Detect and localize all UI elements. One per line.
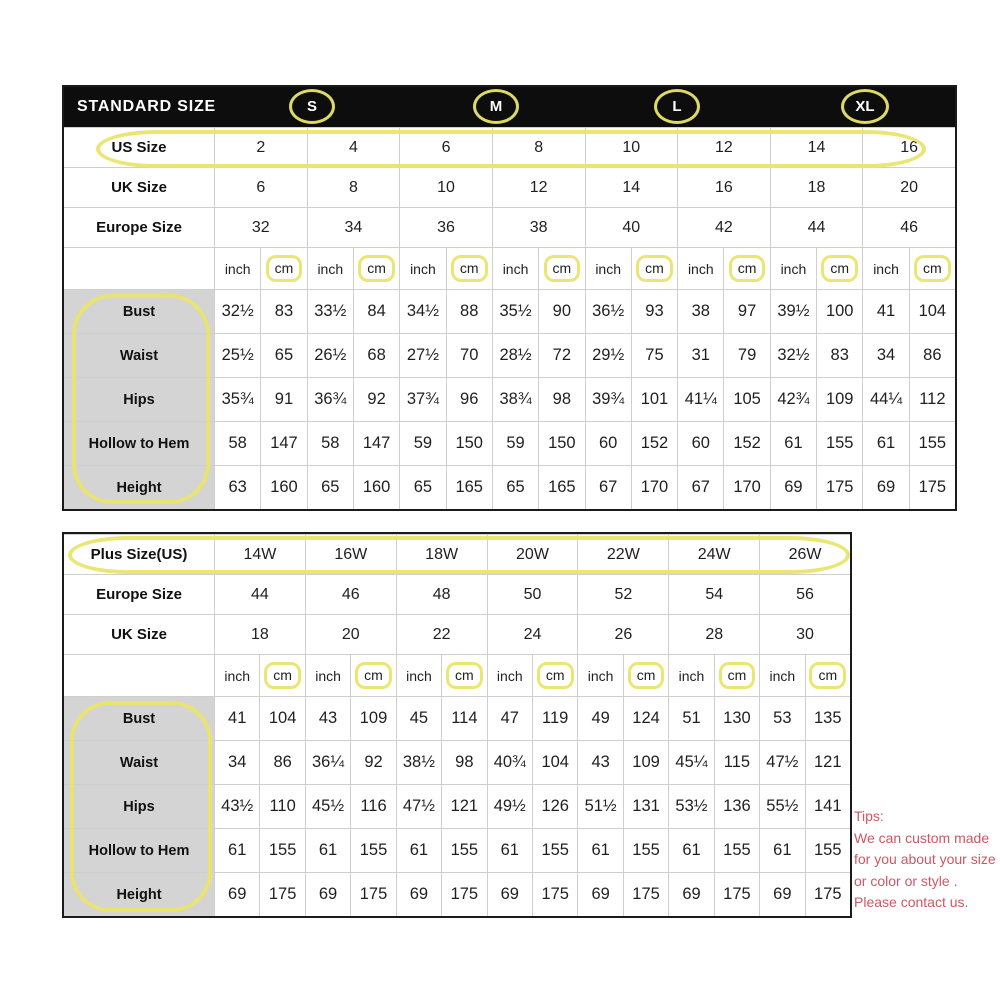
measure-value-cell: 53 — [759, 696, 804, 740]
size-value-cell: 40 — [585, 207, 678, 247]
size-value-cell: 20W — [487, 534, 578, 574]
measure-value-cell: 155 — [623, 828, 668, 872]
measure-value-cell: 83 — [816, 333, 862, 377]
measure-value-cell: 70 — [446, 333, 492, 377]
measure-value-cell: 150 — [538, 421, 584, 465]
measure-value-cell: 104 — [259, 696, 304, 740]
measure-value-cell: 47½ — [759, 740, 804, 784]
measure-value-cell: 36½ — [585, 289, 631, 333]
measure-value-cell: 65 — [260, 333, 306, 377]
measure-value-cell: 92 — [353, 377, 399, 421]
inch-unit-cell: inch — [677, 247, 723, 289]
row-label: Hips — [64, 377, 214, 421]
measure-value-cell: 152 — [631, 421, 677, 465]
row-label: Bust — [64, 696, 214, 740]
plus-table-body — [64, 534, 850, 916]
measure-value-cell: 104 — [532, 740, 577, 784]
measure-value-cell: 43½ — [214, 784, 259, 828]
size-value-cell: 6 — [399, 127, 492, 167]
measure-value-cell: 121 — [805, 740, 850, 784]
plus-size-table — [62, 532, 852, 918]
measure-value-cell: 92 — [350, 740, 395, 784]
measure-value-cell: 147 — [353, 421, 399, 465]
size-value-cell: 44 — [770, 207, 863, 247]
measure-value-cell: 42¾ — [770, 377, 816, 421]
measure-value-cell: 28½ — [492, 333, 538, 377]
measure-value-cell: 155 — [441, 828, 486, 872]
measure-value-cell: 86 — [909, 333, 955, 377]
measure-value-cell: 110 — [259, 784, 304, 828]
table-row — [64, 574, 850, 614]
table-row — [64, 207, 955, 247]
table-row — [64, 534, 850, 574]
measure-value-cell: 41 — [862, 289, 908, 333]
standard-size-title: STANDARD SIZE — [77, 98, 216, 115]
size-value-cell: 28 — [668, 614, 759, 654]
measure-value-cell: 170 — [631, 465, 677, 509]
measure-value-cell: 69 — [214, 872, 259, 916]
tips-line: or color or style . — [854, 872, 958, 889]
measure-value-cell: 90 — [538, 289, 584, 333]
row-label: Waist — [64, 333, 214, 377]
measure-value-cell: 69 — [862, 465, 908, 509]
measure-value-cell: 98 — [538, 377, 584, 421]
measure-value-cell: 58 — [307, 421, 353, 465]
size-value-cell: 36 — [399, 207, 492, 247]
measure-value-cell: 101 — [631, 377, 677, 421]
row-label: UK Size — [64, 167, 214, 207]
inch-unit-cell: inch — [487, 654, 532, 696]
measure-value-cell: 109 — [623, 740, 668, 784]
measure-value-cell: 36¾ — [307, 377, 353, 421]
measure-value-cell: 32½ — [770, 333, 816, 377]
size-value-cell: 6 — [214, 167, 307, 207]
cm-unit-cell — [350, 654, 395, 696]
measure-value-cell: 60 — [585, 421, 631, 465]
annotation-cm-highlight: cm — [446, 662, 483, 689]
row-label: Hips — [64, 784, 214, 828]
measure-value-cell: 40¾ — [487, 740, 532, 784]
tips-title: Tips: — [854, 808, 884, 824]
inch-unit-cell: inch — [577, 654, 622, 696]
size-value-cell: 12 — [492, 167, 585, 207]
size-value-cell: 26W — [759, 534, 850, 574]
inch-unit-cell: inch — [305, 654, 350, 696]
annotation-cm-highlight: cm — [821, 255, 858, 282]
measure-value-cell: 88 — [446, 289, 492, 333]
size-value-cell: 38 — [492, 207, 585, 247]
measure-value-cell: 93 — [631, 289, 677, 333]
inch-unit-cell: inch — [214, 654, 259, 696]
annotation-cm-highlight: cm — [809, 662, 846, 689]
measure-value-cell: 32½ — [214, 289, 260, 333]
row-label: Europe Size — [64, 207, 214, 247]
size-group-s-label: S — [306, 98, 317, 115]
table-row — [64, 377, 955, 421]
measure-value-cell: 41 — [214, 696, 259, 740]
inch-unit-cell: inch — [307, 247, 353, 289]
cm-unit-cell — [714, 654, 759, 696]
measure-value-cell: 47 — [487, 696, 532, 740]
row-label: Plus Size(US) — [64, 534, 214, 574]
measure-value-cell: 58 — [214, 421, 260, 465]
measure-value-cell: 35¾ — [214, 377, 260, 421]
size-value-cell: 14W — [214, 534, 305, 574]
cm-unit-cell — [723, 247, 769, 289]
measure-value-cell: 61 — [487, 828, 532, 872]
measure-value-cell: 69 — [770, 465, 816, 509]
cm-unit-cell — [631, 247, 677, 289]
tips-line: We can custom made — [854, 829, 990, 846]
inch-unit-cell: inch — [214, 247, 260, 289]
measure-value-cell: 61 — [305, 828, 350, 872]
measure-value-cell: 37¾ — [399, 377, 445, 421]
measure-value-cell: 61 — [214, 828, 259, 872]
measure-value-cell: 147 — [260, 421, 306, 465]
row-label: Hollow to Hem — [64, 421, 214, 465]
measure-value-cell: 112 — [909, 377, 955, 421]
measure-value-cell: 38 — [677, 289, 723, 333]
measure-value-cell: 109 — [816, 377, 862, 421]
measure-value-cell: 33½ — [307, 289, 353, 333]
annotation-cm-highlight: cm — [636, 255, 673, 282]
size-value-cell: 16 — [677, 167, 770, 207]
size-value-cell: 14 — [585, 167, 678, 207]
unit-row — [64, 654, 850, 696]
size-value-cell: 44 — [214, 574, 305, 614]
measure-value-cell: 45 — [396, 696, 441, 740]
size-value-cell: 54 — [668, 574, 759, 614]
annotation-cm-highlight: cm — [451, 255, 488, 282]
size-value-cell: 8 — [492, 127, 585, 167]
annotation-cm-highlight: cm — [914, 255, 951, 282]
size-value-cell: 42 — [677, 207, 770, 247]
measure-value-cell: 61 — [577, 828, 622, 872]
measure-value-cell: 175 — [441, 872, 486, 916]
measure-value-cell: 34 — [214, 740, 259, 784]
size-group-m-ellipse — [473, 89, 519, 124]
measure-value-cell: 124 — [623, 696, 668, 740]
measure-value-cell: 83 — [260, 289, 306, 333]
tips-line: Please contact us. — [854, 894, 969, 910]
table-row — [64, 421, 955, 465]
size-value-cell: 34 — [307, 207, 400, 247]
size-value-cell: 16 — [862, 127, 955, 167]
size-value-cell: 10 — [585, 127, 678, 167]
measure-value-cell: 45½ — [305, 784, 350, 828]
size-value-cell: 16W — [305, 534, 396, 574]
measure-value-cell: 65 — [492, 465, 538, 509]
measure-value-cell: 67 — [585, 465, 631, 509]
size-value-cell: 22 — [396, 614, 487, 654]
measure-value-cell: 25½ — [214, 333, 260, 377]
measure-value-cell: 152 — [723, 421, 769, 465]
measure-value-cell: 41¼ — [677, 377, 723, 421]
row-label — [64, 247, 214, 289]
measure-value-cell: 43 — [577, 740, 622, 784]
cm-unit-cell — [260, 247, 306, 289]
size-value-cell: 56 — [759, 574, 850, 614]
table-row — [64, 872, 850, 916]
inch-unit-cell: inch — [668, 654, 713, 696]
measure-value-cell: 72 — [538, 333, 584, 377]
measure-value-cell: 69 — [396, 872, 441, 916]
measure-value-cell: 65 — [307, 465, 353, 509]
table-row — [64, 614, 850, 654]
measure-value-cell: 175 — [350, 872, 395, 916]
size-value-cell: 10 — [399, 167, 492, 207]
measure-value-cell: 170 — [723, 465, 769, 509]
measure-value-cell: 96 — [446, 377, 492, 421]
annotation-cm-highlight: cm — [266, 255, 303, 282]
table-row — [64, 127, 955, 167]
measure-value-cell: 51½ — [577, 784, 622, 828]
size-value-cell: 8 — [307, 167, 400, 207]
measure-value-cell: 121 — [441, 784, 486, 828]
size-value-cell: 24W — [668, 534, 759, 574]
measure-value-cell: 39½ — [770, 289, 816, 333]
measure-value-cell: 38¾ — [492, 377, 538, 421]
measure-value-cell: 104 — [909, 289, 955, 333]
measure-value-cell: 109 — [350, 696, 395, 740]
size-value-cell: 20 — [862, 167, 955, 207]
measure-value-cell: 116 — [350, 784, 395, 828]
measure-value-cell: 69 — [487, 872, 532, 916]
cm-unit-cell — [538, 247, 584, 289]
measure-value-cell: 175 — [623, 872, 668, 916]
measure-value-cell: 68 — [353, 333, 399, 377]
cm-unit-cell — [259, 654, 304, 696]
annotation-cm-highlight: cm — [537, 662, 574, 689]
measure-value-cell: 67 — [677, 465, 723, 509]
measure-value-cell: 165 — [446, 465, 492, 509]
measure-value-cell: 60 — [677, 421, 723, 465]
size-value-cell: 30 — [759, 614, 850, 654]
measure-value-cell: 175 — [805, 872, 850, 916]
table-row — [64, 465, 955, 509]
row-label: Bust — [64, 289, 214, 333]
annotation-cm-highlight: cm — [628, 662, 665, 689]
measure-value-cell: 75 — [631, 333, 677, 377]
measure-value-cell: 160 — [353, 465, 399, 509]
inch-unit-cell: inch — [585, 247, 631, 289]
inch-unit-cell: inch — [492, 247, 538, 289]
measure-value-cell: 175 — [259, 872, 304, 916]
measure-value-cell: 155 — [714, 828, 759, 872]
size-value-cell: 46 — [305, 574, 396, 614]
measure-value-cell: 31 — [677, 333, 723, 377]
size-value-cell: 18W — [396, 534, 487, 574]
measure-value-cell: 36¼ — [305, 740, 350, 784]
size-group-xl-ellipse — [841, 89, 889, 124]
measure-value-cell: 61 — [396, 828, 441, 872]
inch-unit-cell: inch — [862, 247, 908, 289]
measure-value-cell: 35½ — [492, 289, 538, 333]
measure-value-cell: 49½ — [487, 784, 532, 828]
size-value-cell: 18 — [214, 614, 305, 654]
size-value-cell: 48 — [396, 574, 487, 614]
measure-value-cell: 105 — [723, 377, 769, 421]
annotation-cm-highlight: cm — [719, 662, 756, 689]
measure-value-cell: 61 — [862, 421, 908, 465]
measure-value-cell: 43 — [305, 696, 350, 740]
measure-value-cell: 44¼ — [862, 377, 908, 421]
measure-value-cell: 135 — [805, 696, 850, 740]
size-value-cell: 32 — [214, 207, 307, 247]
row-label: US Size — [64, 127, 214, 167]
measure-value-cell: 49 — [577, 696, 622, 740]
measure-value-cell: 114 — [441, 696, 486, 740]
measure-value-cell: 34 — [862, 333, 908, 377]
row-label: Europe Size — [64, 574, 214, 614]
size-group-s-ellipse — [289, 89, 335, 124]
table-row — [64, 784, 850, 828]
cm-unit-cell — [353, 247, 399, 289]
inch-unit-cell: inch — [759, 654, 804, 696]
measure-value-cell: 53½ — [668, 784, 713, 828]
measure-value-cell: 141 — [805, 784, 850, 828]
size-value-cell: 12 — [677, 127, 770, 167]
measure-value-cell: 130 — [714, 696, 759, 740]
annotation-cm-highlight: cm — [544, 255, 581, 282]
cm-unit-cell — [623, 654, 668, 696]
cm-unit-cell — [532, 654, 577, 696]
measure-value-cell: 126 — [532, 784, 577, 828]
measure-value-cell: 38½ — [396, 740, 441, 784]
row-label: Waist — [64, 740, 214, 784]
measure-value-cell: 155 — [909, 421, 955, 465]
measure-value-cell: 61 — [668, 828, 713, 872]
measure-value-cell: 63 — [214, 465, 260, 509]
measure-value-cell: 55½ — [759, 784, 804, 828]
annotation-cm-highlight: cm — [264, 662, 301, 689]
measure-value-cell: 26½ — [307, 333, 353, 377]
annotation-cm-highlight: cm — [358, 255, 395, 282]
cm-unit-cell — [441, 654, 486, 696]
size-value-cell: 52 — [577, 574, 668, 614]
custom-order-tips — [854, 806, 1000, 914]
size-group-xl-label: XL — [855, 98, 875, 115]
measure-value-cell: 115 — [714, 740, 759, 784]
standard-size-header — [64, 87, 955, 127]
size-group-l-ellipse — [654, 89, 700, 124]
row-label: Hollow to Hem — [64, 828, 214, 872]
measure-value-cell: 150 — [446, 421, 492, 465]
measure-value-cell: 175 — [816, 465, 862, 509]
measure-value-cell: 155 — [259, 828, 304, 872]
measure-value-cell: 34½ — [399, 289, 445, 333]
row-label: Height — [64, 872, 214, 916]
measure-value-cell: 98 — [441, 740, 486, 784]
size-value-cell: 4 — [307, 127, 400, 167]
size-value-cell: 46 — [862, 207, 955, 247]
measure-value-cell: 69 — [759, 872, 804, 916]
row-label: UK Size — [64, 614, 214, 654]
cm-unit-cell — [816, 247, 862, 289]
size-value-cell: 14 — [770, 127, 863, 167]
measure-value-cell: 175 — [909, 465, 955, 509]
measure-value-cell: 155 — [350, 828, 395, 872]
measure-value-cell: 86 — [259, 740, 304, 784]
inch-unit-cell: inch — [770, 247, 816, 289]
measure-value-cell: 165 — [538, 465, 584, 509]
size-group-m-label: M — [489, 98, 503, 115]
size-value-cell: 18 — [770, 167, 863, 207]
size-group-l-label: L — [672, 98, 682, 115]
size-value-cell: 20 — [305, 614, 396, 654]
size-value-cell: 50 — [487, 574, 578, 614]
size-value-cell: 22W — [577, 534, 668, 574]
measure-value-cell: 29½ — [585, 333, 631, 377]
measure-value-cell: 39¾ — [585, 377, 631, 421]
measure-value-cell: 175 — [714, 872, 759, 916]
measure-value-cell: 51 — [668, 696, 713, 740]
row-label: Height — [64, 465, 214, 509]
measure-value-cell: 131 — [623, 784, 668, 828]
annotation-cm-highlight: cm — [355, 662, 392, 689]
table-row — [64, 167, 955, 207]
size-value-cell: 24 — [487, 614, 578, 654]
standard-table-body — [64, 127, 955, 509]
measure-value-cell: 84 — [353, 289, 399, 333]
cm-unit-cell — [805, 654, 850, 696]
inch-unit-cell: inch — [399, 247, 445, 289]
measure-value-cell: 59 — [492, 421, 538, 465]
inch-unit-cell: inch — [396, 654, 441, 696]
measure-value-cell: 69 — [668, 872, 713, 916]
table-row — [64, 828, 850, 872]
measure-value-cell: 47½ — [396, 784, 441, 828]
size-value-cell: 2 — [214, 127, 307, 167]
measure-value-cell: 69 — [305, 872, 350, 916]
size-value-cell: 26 — [577, 614, 668, 654]
measure-value-cell: 155 — [805, 828, 850, 872]
measure-value-cell: 155 — [816, 421, 862, 465]
measure-value-cell: 61 — [770, 421, 816, 465]
tips-line: for you about your size — [854, 851, 996, 867]
measure-value-cell: 97 — [723, 289, 769, 333]
table-row — [64, 289, 955, 333]
measure-value-cell: 155 — [532, 828, 577, 872]
cm-unit-cell — [446, 247, 492, 289]
measure-value-cell: 79 — [723, 333, 769, 377]
measure-value-cell: 61 — [759, 828, 804, 872]
measure-value-cell: 45¼ — [668, 740, 713, 784]
table-row — [64, 333, 955, 377]
measure-value-cell: 65 — [399, 465, 445, 509]
measure-value-cell: 69 — [577, 872, 622, 916]
measure-value-cell: 119 — [532, 696, 577, 740]
table-row — [64, 740, 850, 784]
measure-value-cell: 160 — [260, 465, 306, 509]
measure-value-cell: 100 — [816, 289, 862, 333]
measure-value-cell: 59 — [399, 421, 445, 465]
measure-value-cell: 175 — [532, 872, 577, 916]
standard-size-table — [62, 85, 957, 511]
annotation-cm-highlight: cm — [729, 255, 766, 282]
unit-row — [64, 247, 955, 289]
measure-value-cell: 91 — [260, 377, 306, 421]
row-label — [64, 654, 214, 696]
measure-value-cell: 27½ — [399, 333, 445, 377]
table-row — [64, 696, 850, 740]
cm-unit-cell — [909, 247, 955, 289]
measure-value-cell: 136 — [714, 784, 759, 828]
